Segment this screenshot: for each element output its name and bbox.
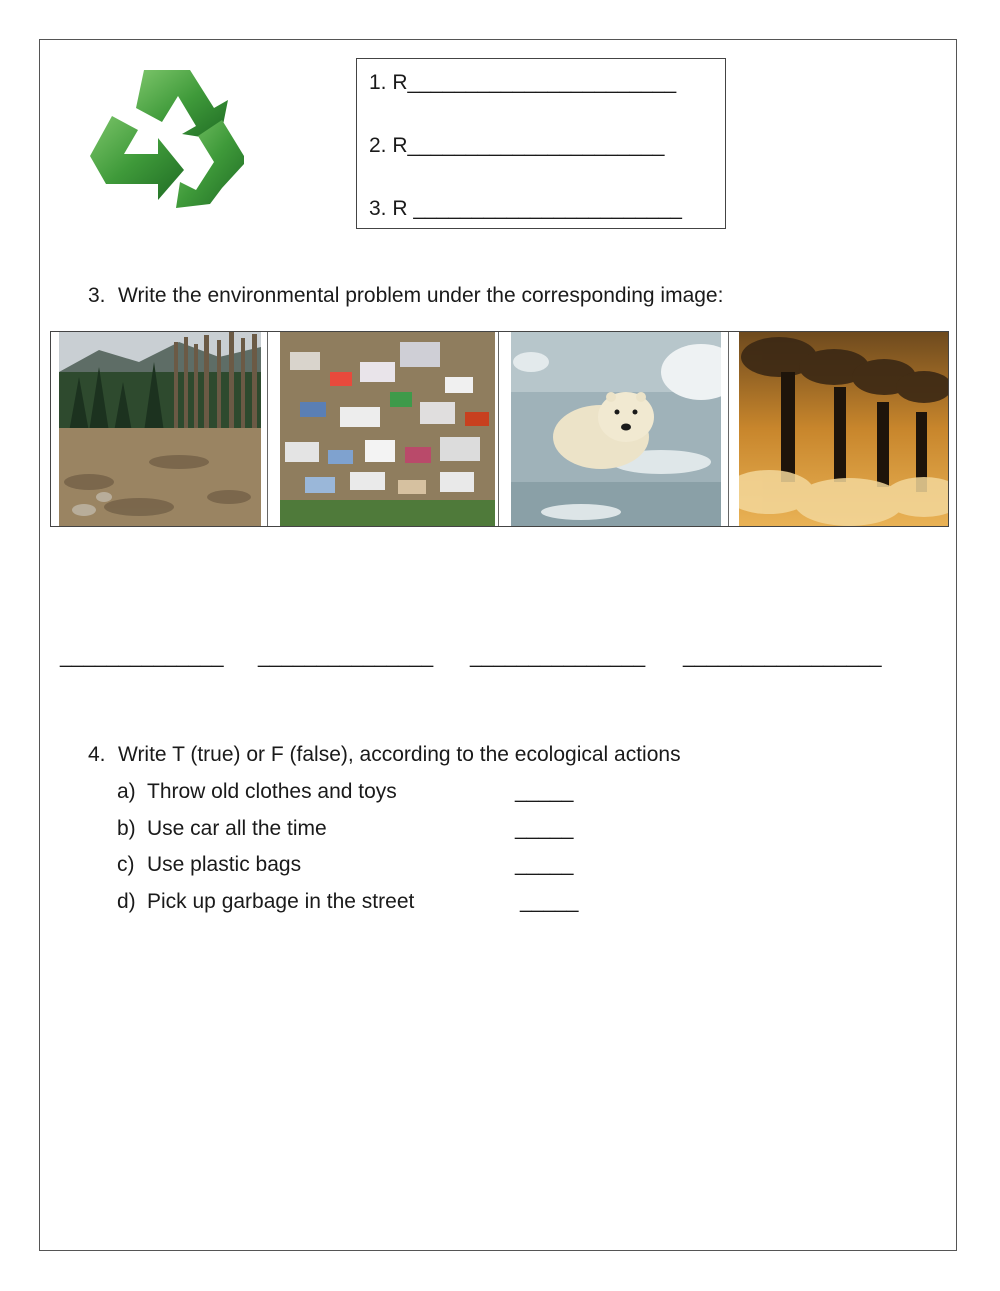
tf-item-letter: b) (117, 817, 136, 840)
r-line-3[interactable]: 3. R _______________________ (369, 197, 682, 220)
r-line-1[interactable]: 1. R_______________________ (369, 71, 677, 94)
tf-item-d (117, 889, 414, 915)
answer-blank-4[interactable]: _________________ (683, 645, 882, 668)
answer-blank-1[interactable]: ______________ (60, 645, 224, 668)
tf-item-letter: c) (117, 853, 135, 876)
deforestation-photo (59, 332, 261, 526)
question-3-title (88, 283, 723, 309)
question-3-number: 3. (88, 284, 106, 307)
image-divider (267, 332, 268, 526)
tf-item-text: Use plastic bags (147, 853, 302, 876)
r-line-2[interactable]: 2. R______________________ (369, 134, 665, 157)
recycle-icon (86, 64, 248, 210)
question-4-number: 4. (88, 743, 106, 766)
image-strip (50, 331, 949, 527)
tf-item-a (117, 779, 397, 805)
tf-blank-b[interactable]: _____ (515, 817, 574, 840)
three-rs-box (356, 58, 726, 229)
question-4-text: Write T (true) or F (false), according to the ecological actions (118, 743, 681, 766)
tf-blank-a[interactable]: _____ (515, 780, 574, 803)
tf-item-b (117, 816, 327, 842)
answer-blank-2[interactable]: _______________ (258, 645, 434, 668)
tf-blank-d[interactable]: _____ (520, 890, 579, 913)
question-4-title (88, 742, 681, 768)
tf-item-text: Pick up garbage in the street (147, 890, 415, 913)
tf-blank-c[interactable]: _____ (515, 853, 574, 876)
question-3-text: Write the environmental problem under the corresponding image: (118, 284, 724, 307)
garbage-pollution-photo (280, 332, 495, 526)
factory-smoke-photo (739, 332, 948, 526)
tf-item-letter: a) (117, 780, 136, 803)
image-divider (498, 332, 499, 526)
polar-bear-melting-ice-photo (511, 332, 721, 526)
image-divider (728, 332, 729, 526)
tf-item-text: Throw old clothes and toys (147, 780, 397, 803)
tf-item-text: Use car all the time (147, 817, 327, 840)
answer-blank-3[interactable]: _______________ (470, 645, 646, 668)
tf-item-letter: d) (117, 890, 136, 913)
tf-item-c (117, 852, 301, 878)
